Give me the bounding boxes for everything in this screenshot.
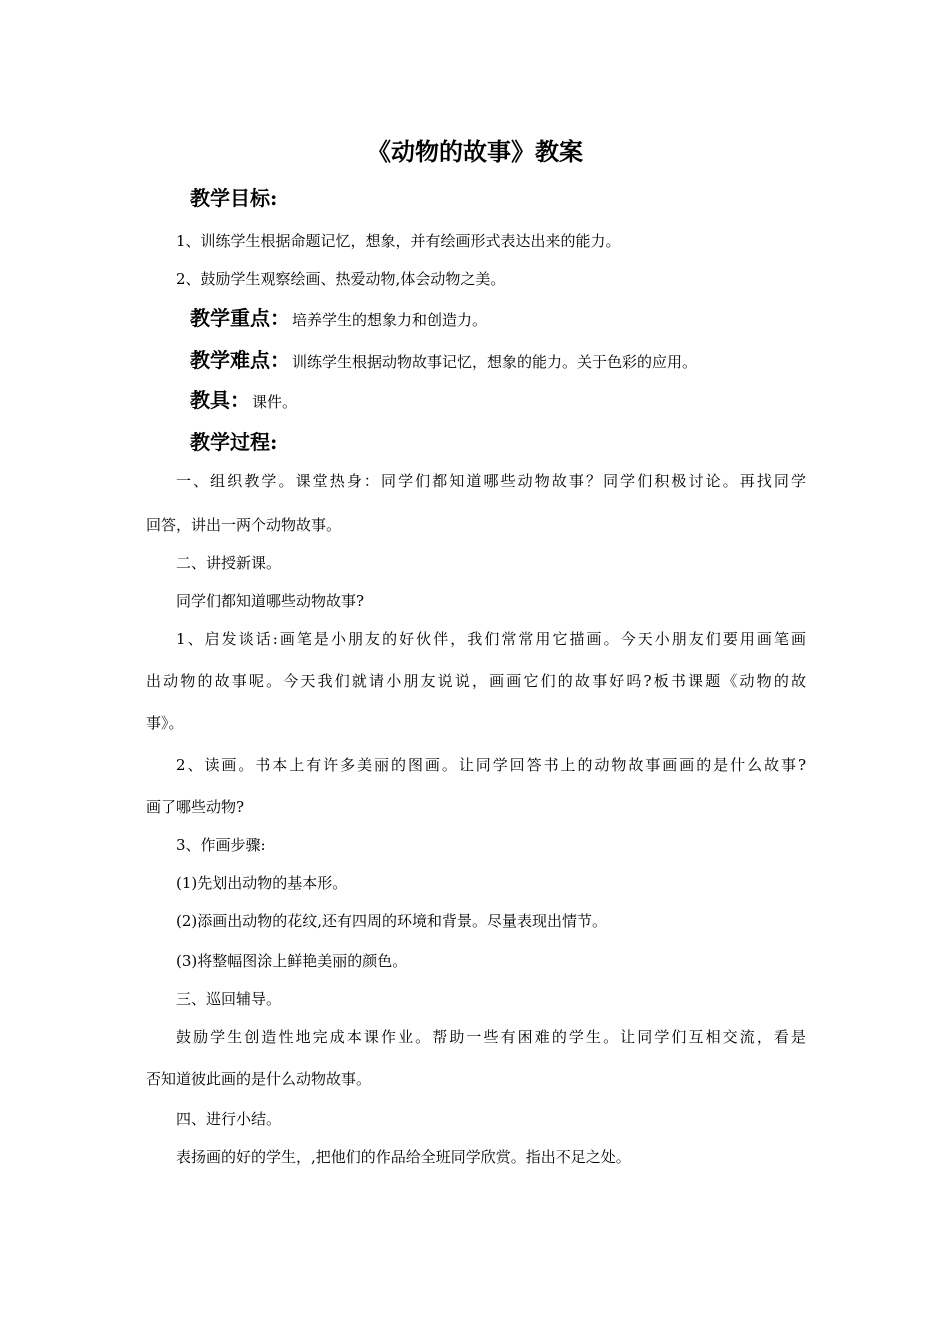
tools-heading: 教具： xyxy=(190,388,250,412)
paragraph-8-line-2: 否知道彼此画的是什么动物故事。 xyxy=(146,1070,372,1088)
paragraph-9: 四、进行小结。 xyxy=(176,1110,282,1128)
objective-2: 2、鼓励学生观察绘画、热爱动物,体会动物之美。 xyxy=(176,270,506,288)
paragraph-4-line-3: 事》。 xyxy=(146,714,184,732)
paragraph-8-line-1: 鼓励学生创造性地完成本课作业。帮助一些有困难的学生。让同学们互相交流，看是 xyxy=(176,1028,806,1046)
paragraph-1-line-1: 一、组织教学。课堂热身：同学们都知道哪些动物故事？同学们积极讨论。再找同学 xyxy=(176,472,806,490)
objectives-heading: 教学目标: xyxy=(190,186,278,210)
objective-1: 1、训练学生根据命题记忆，想象，并有绘画形式表达出来的能力。 xyxy=(176,232,621,250)
key-point-text: 培养学生的想象力和创造力。 xyxy=(292,311,488,329)
paragraph-1-line-2: 回答，讲出一两个动物故事。 xyxy=(146,516,342,534)
key-point-row xyxy=(190,304,487,334)
process-heading: 教学过程: xyxy=(190,430,278,454)
difficulty-row xyxy=(190,346,697,376)
paragraph-10: 表扬画的好的学生，,把他们的作品给全班同学欣赏。指出不足之处。 xyxy=(176,1148,631,1166)
tools-text: 课件。 xyxy=(252,393,298,411)
step-1: (1)先划出动物的基本形。 xyxy=(176,874,348,892)
paragraph-4-line-1: 1、启发谈话:画笔是小朋友的好伙伴，我们常常用它描画。今天小朋友们要用画笔画 xyxy=(176,630,806,648)
document-title: 《动物的故事》教案 xyxy=(367,137,583,166)
tools-row xyxy=(190,386,297,416)
paragraph-2: 二、讲授新课。 xyxy=(176,554,282,572)
paragraph-3: 同学们都知道哪些动物故事? xyxy=(176,592,365,610)
key-point-heading: 教学重点： xyxy=(190,306,290,330)
paragraph-5-line-1: 2、读画。书本上有许多美丽的图画。让同学回答书上的动物故事画画的是什么故事? xyxy=(176,756,806,774)
difficulty-heading: 教学难点： xyxy=(190,348,290,372)
paragraph-6: 3、作画步骤: xyxy=(176,836,266,854)
paragraph-4-line-2: 出动物的故事呢。今天我们就请小朋友说说，画画它们的故事好吗?板书课题《动物的故 xyxy=(146,672,806,690)
paragraph-5-line-2: 画了哪些动物? xyxy=(146,798,245,816)
step-2: (2)添画出动物的花纹,还有四周的环境和背景。尽量表现出情节。 xyxy=(176,912,608,930)
paragraph-7: 三、巡回辅导。 xyxy=(176,990,282,1008)
difficulty-text: 训练学生根据动物故事记忆，想象的能力。关于色彩的应用。 xyxy=(292,353,698,371)
step-3: (3)将整幅图涂上鲜艳美丽的颜色。 xyxy=(176,952,408,970)
